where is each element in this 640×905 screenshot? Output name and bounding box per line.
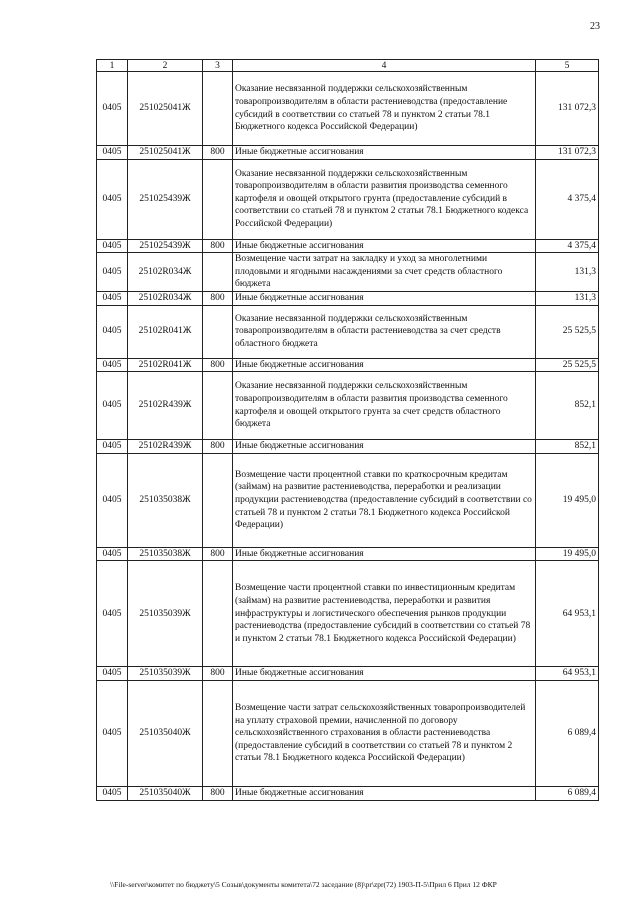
target-article-cell: 251025439Ж [128,239,203,253]
expense-type-cell [203,453,233,547]
description-cell: Оказание несвязанной поддержки сельскохозяйственным товаропроизводителям в области растениеводства (предоставление субсидий в соответствии со статьей 78 и пунктом 2 статьи 78.1 Бюджетного кодекса Российской Федерации) [233,72,536,146]
table-row [97,786,599,800]
section-code-cell: 0405 [97,358,128,372]
section-code-cell: 0405 [97,159,128,239]
target-article-cell: 251035038Ж [128,453,203,547]
section-code-cell: 0405 [97,291,128,305]
column-header: 2 [128,60,203,72]
amount-cell: 4 375,4 [536,239,599,253]
column-header: 5 [536,60,599,72]
description-cell: Иные бюджетные ассигнования [233,786,536,800]
target-article-cell: 251025041Ж [128,146,203,160]
description-cell: Иные бюджетные ассигнования [233,291,536,305]
amount-cell: 25 525,5 [536,358,599,372]
table-row [97,561,599,667]
table-row [97,358,599,372]
expense-type-cell [203,159,233,239]
description-cell: Иные бюджетные ассигнования [233,440,536,454]
table-row [97,291,599,305]
table-row [97,253,599,292]
amount-cell: 6 089,4 [536,680,599,786]
column-header: 3 [203,60,233,72]
description-cell: Оказание несвязанной поддержки сельскохозяйственным товаропроизводителям в области растениеводства за счет средств областного бюджета [233,305,536,358]
target-article-cell: 251035039Ж [128,667,203,681]
amount-cell: 131 072,3 [536,146,599,160]
target-article-cell: 251035039Ж [128,561,203,667]
target-article-cell: 251025041Ж [128,72,203,146]
amount-cell: 6 089,4 [536,786,599,800]
table-row [97,440,599,454]
page-number: 23 [590,21,600,32]
target-article-cell: 251035040Ж [128,680,203,786]
target-article-cell: 251025439Ж [128,159,203,239]
expense-type-cell [203,72,233,146]
amount-cell: 64 953,1 [536,561,599,667]
amount-cell: 19 495,0 [536,547,599,561]
target-article-cell: 251035038Ж [128,547,203,561]
expense-type-cell [203,680,233,786]
description-cell: Иные бюджетные ассигнования [233,667,536,681]
amount-cell: 852,1 [536,440,599,454]
amount-cell: 64 953,1 [536,667,599,681]
amount-cell: 852,1 [536,372,599,440]
budget-table [96,59,599,801]
amount-cell: 19 495,0 [536,453,599,547]
description-cell: Возмещение части процентной ставки по инвестиционным кредитам (займам) на развитие растениеводства, переработки и развития инфраструктуры и логистического обеспечения рынков продукции растениеводства (предоставление субсидий в соответствии со статьей 78 и пунктом 2 статьи 78.1 Бюджетного кодекса Российской Федерации) [233,561,536,667]
section-code-cell: 0405 [97,72,128,146]
file-path-footer: \\File-server\комитет по бюджету\5 Созыв\документы комитета\72 заседание (8)\pr\zpr(72) 1903-П-5\Прил 6 Прил 12 ФКР [110,880,497,889]
amount-cell: 131,3 [536,253,599,292]
description-cell: Иные бюджетные ассигнования [233,547,536,561]
table-row [97,667,599,681]
section-code-cell: 0405 [97,305,128,358]
expense-type-cell: 800 [203,667,233,681]
amount-cell: 131 072,3 [536,72,599,146]
target-article-cell: 251035040Ж [128,786,203,800]
description-cell: Оказание несвязанной поддержки сельскохозяйственным товаропроизводителям в области развития производства семенного картофеля и овощей открытого грунта за счет средств областного бюджета [233,372,536,440]
section-code-cell: 0405 [97,561,128,667]
section-code-cell: 0405 [97,253,128,292]
section-code-cell: 0405 [97,547,128,561]
section-code-cell: 0405 [97,667,128,681]
description-cell: Возмещение части затрат сельскохозяйственных товаропроизводителей на уплату страховой премии, начисленной по договору сельскохозяйственного страхования в области растениеводства (предоставление субсидий в соответствии со статьей 78 и пунктом 2 статьи 78.1 Бюджетного кодекса Российской Федерации) [233,680,536,786]
description-cell: Иные бюджетные ассигнования [233,146,536,160]
target-article-cell: 25102R034Ж [128,253,203,292]
expense-type-cell: 800 [203,547,233,561]
section-code-cell: 0405 [97,372,128,440]
table-row [97,239,599,253]
expense-type-cell: 800 [203,786,233,800]
table-row [97,453,599,547]
expense-type-cell: 800 [203,358,233,372]
expense-type-cell [203,253,233,292]
description-cell: Иные бюджетные ассигнования [233,239,536,253]
table-row [97,72,599,146]
column-header: 1 [97,60,128,72]
table-row [97,146,599,160]
section-code-cell: 0405 [97,680,128,786]
expense-type-cell: 800 [203,239,233,253]
expense-type-cell: 800 [203,146,233,160]
section-code-cell: 0405 [97,453,128,547]
target-article-cell: 25102R041Ж [128,305,203,358]
description-cell: Иные бюджетные ассигнования [233,358,536,372]
target-article-cell: 25102R034Ж [128,291,203,305]
expense-type-cell [203,561,233,667]
expense-type-cell [203,372,233,440]
description-cell: Оказание несвязанной поддержки сельскохозяйственным товаропроизводителям в области развития производства семенного картофеля и овощей открытого грунта (предоставление субсидий в соответствии со статьей 78 и пунктом 2 статьи 78.1 Бюджетного кодекса Российской Федерации) [233,159,536,239]
expense-type-cell [203,305,233,358]
description-cell: Возмещение части затрат на закладку и уход за многолетними плодовыми и ягодными насаждениями за счет средств областного бюджета [233,253,536,292]
target-article-cell: 25102R041Ж [128,358,203,372]
amount-cell: 25 525,5 [536,305,599,358]
table-row [97,159,599,239]
section-code-cell: 0405 [97,239,128,253]
section-code-cell: 0405 [97,146,128,160]
table-row [97,372,599,440]
description-cell: Возмещение части процентной ставки по краткосрочным кредитам (займам) на развитие растениеводства, переработки и реализации продукции растениеводства (предоставление субсидий в соответствии со статьей 78 и пунктом 2 статьи 78.1 Бюджетного кодекса Российской Федерации) [233,453,536,547]
target-article-cell: 25102R439Ж [128,372,203,440]
expense-type-cell: 800 [203,291,233,305]
table-row [97,547,599,561]
amount-cell: 4 375,4 [536,159,599,239]
table-row [97,680,599,786]
section-code-cell: 0405 [97,786,128,800]
amount-cell: 131,3 [536,291,599,305]
table-row [97,305,599,358]
target-article-cell: 25102R439Ж [128,440,203,454]
section-code-cell: 0405 [97,440,128,454]
expense-type-cell: 800 [203,440,233,454]
table-body [97,72,599,801]
table-header-row [97,60,599,72]
column-header: 4 [233,60,536,72]
